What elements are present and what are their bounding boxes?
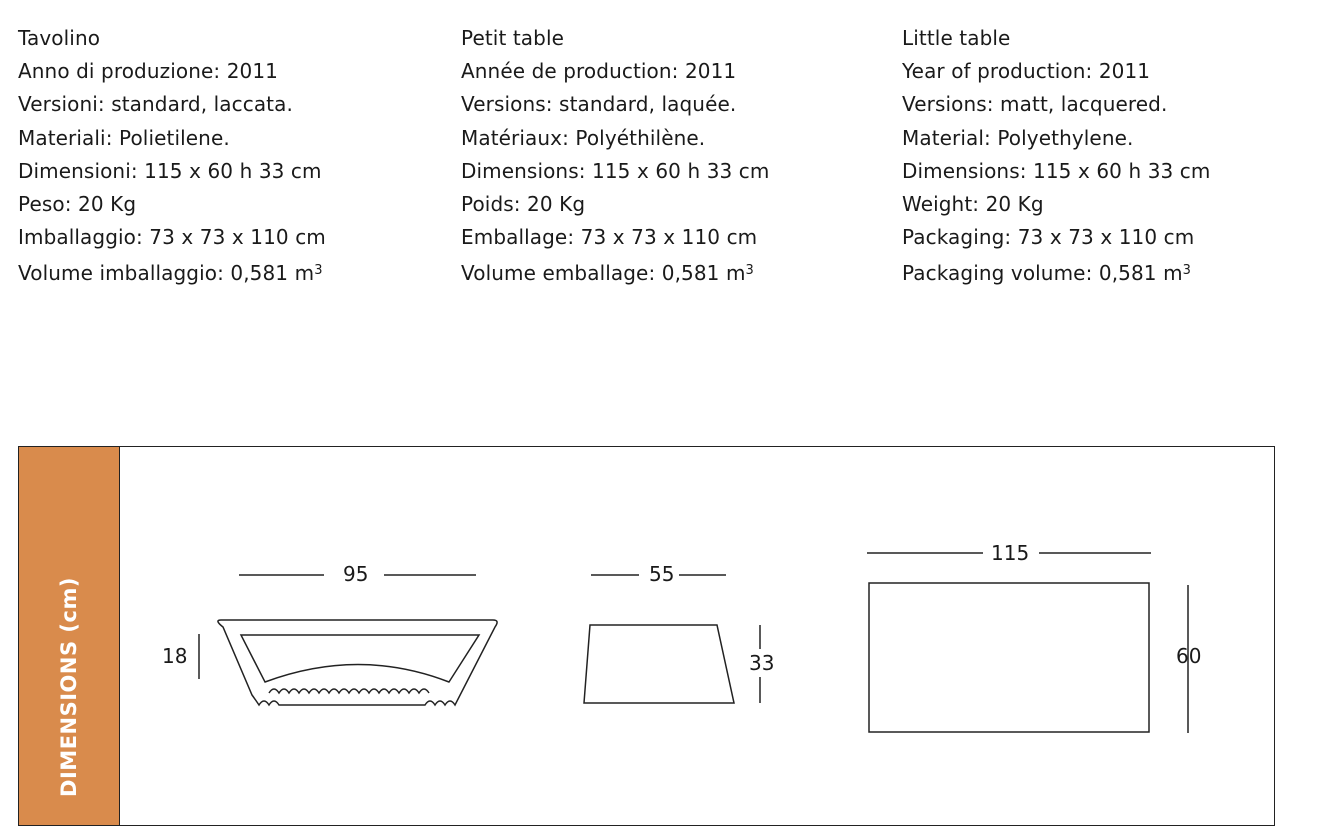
spec-weight-it: Peso: 20 Kg <box>18 192 137 217</box>
spec-volume-fr <box>461 254 769 290</box>
spec-versions-it: Versioni: standard, laccata. <box>18 92 293 117</box>
spec-volume-it <box>18 254 326 290</box>
spec-column-english <box>902 22 1210 291</box>
side-view-drawing <box>584 575 760 703</box>
spec-volume-label-fr: Volume emballage: 0,581 m <box>461 261 746 286</box>
spec-title-it: Tavolino <box>18 26 101 50</box>
spec-dimensions-en: Dimensions: 115 x 60 h 33 cm <box>902 158 1211 183</box>
front-width-label: 95 <box>343 562 369 586</box>
spec-volume-exp-en: 3 <box>1182 263 1192 279</box>
spec-packaging-fr: Emballage: 73 x 73 x 110 cm <box>461 225 758 250</box>
spec-year-fr: Année de production: 2011 <box>461 59 737 84</box>
spec-dimensions-fr: Dimensions: 115 x 60 h 33 cm <box>461 158 770 183</box>
top-view-outline <box>869 583 1149 732</box>
dimension-drawings <box>19 447 1276 827</box>
front-view-ripples <box>269 689 429 693</box>
front-view-inner <box>241 635 479 682</box>
spec-column-italian <box>18 22 326 291</box>
side-width-label: 55 <box>649 562 675 586</box>
spec-versions-en: Versions: matt, lacquered. <box>902 92 1168 117</box>
spec-volume-exp-it: 3 <box>314 263 323 279</box>
front-height-label: 18 <box>162 644 188 668</box>
spec-volume-label-en: Packaging volume: 0,581 m <box>902 261 1183 286</box>
spec-packaging-en: Packaging: 73 x 73 x 110 cm <box>902 225 1195 250</box>
spec-volume-label-it: Volume imballaggio: 0,581 m <box>18 261 315 286</box>
dimensions-panel <box>18 446 1275 826</box>
spec-weight-fr: Poids: 20 Kg <box>461 192 586 217</box>
top-height-label: 60 <box>1176 644 1202 668</box>
spec-column-french <box>461 22 769 291</box>
spec-material-it: Materiali: Polietilene. <box>18 125 230 150</box>
spec-year-en: Year of production: 2011 <box>902 59 1151 84</box>
spec-packaging-it: Imballaggio: 73 x 73 x 110 cm <box>18 225 326 250</box>
spec-weight-en: Weight: 20 Kg <box>902 192 1044 217</box>
spec-title-en: Little table <box>902 26 1011 50</box>
top-view-drawing <box>867 553 1188 733</box>
spec-volume-exp-fr: 3 <box>745 263 754 279</box>
spec-material-fr: Matériaux: Polyéthilène. <box>461 125 706 150</box>
spec-volume-en <box>902 254 1210 290</box>
dimensions-band-label: DIMENSIONS (cm) <box>57 577 81 797</box>
spec-year-it: Anno di produzione: 2011 <box>18 59 278 84</box>
spec-dimensions-it: Dimensioni: 115 x 60 h 33 cm <box>18 158 322 183</box>
side-height-label: 33 <box>749 651 775 675</box>
spec-versions-fr: Versions: standard, laquée. <box>461 92 737 117</box>
spec-material-en: Material: Polyethylene. <box>902 125 1134 150</box>
front-view-outline <box>218 620 497 705</box>
side-view-outline <box>584 625 734 703</box>
spec-title-fr: Petit table <box>461 26 565 50</box>
top-width-label: 115 <box>991 541 1030 565</box>
front-view-drawing <box>199 575 497 705</box>
